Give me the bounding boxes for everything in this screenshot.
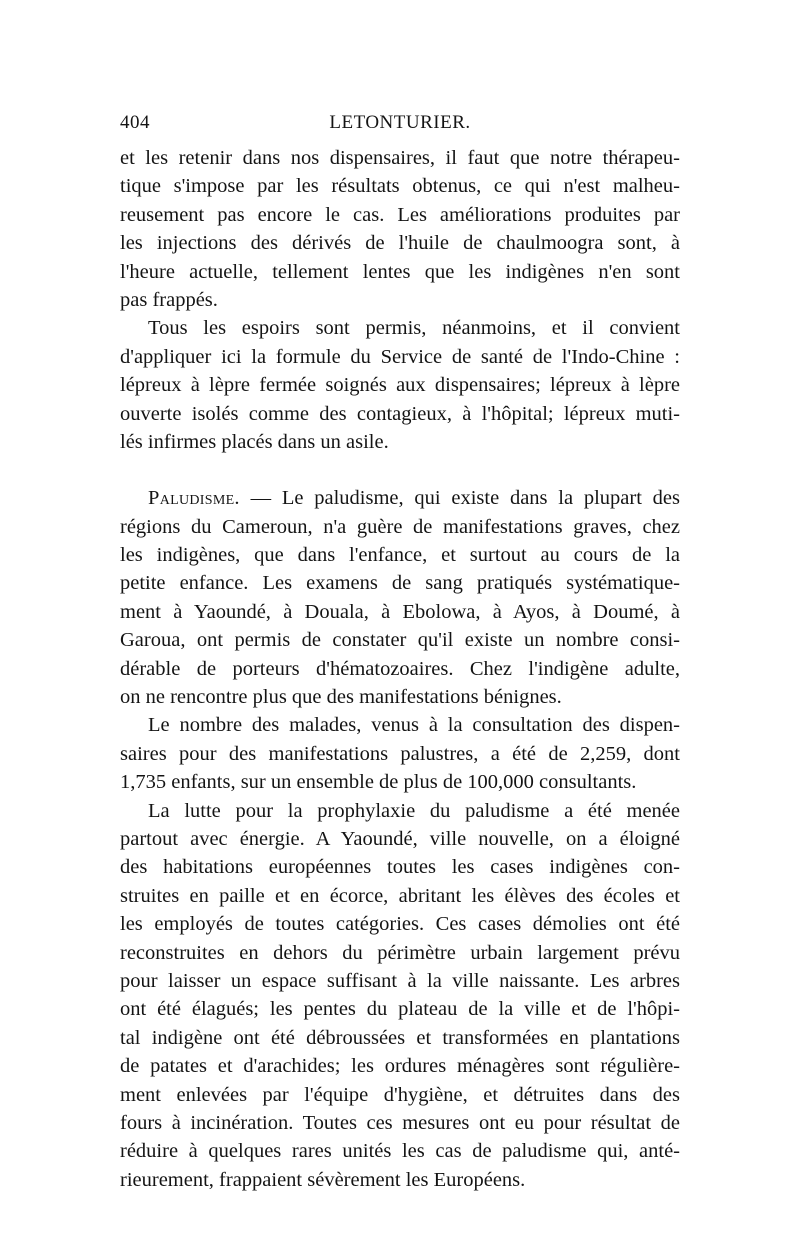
text-line: et les retenir dans nos dispensaires, il faut que notre thérapeu- <box>120 147 680 169</box>
paragraph-leprosy-therapy <box>120 144 680 314</box>
text-line: dérable de porteurs d'hématozoaires. Chez l'indigène adulte, <box>120 657 680 680</box>
text-line: fours à incinération. Toutes ces mesures ont eu pour résultat de <box>120 1111 680 1134</box>
text-line: La lutte pour la prophylaxie du paludisme a été menée <box>148 799 680 822</box>
paragraph-paludisme-intro <box>120 484 680 711</box>
text-line: tique s'impose par les résultats obtenus, ce qui n'est malheu- <box>120 175 680 198</box>
text-line: ment enlevées par l'équipe d'hygiène, et détruites dans des <box>120 1083 680 1106</box>
text-line: reusement pas encore le cas. Les améliorations produites par <box>120 203 680 226</box>
text-line: de patates et d'arachides; les ordures ménagères sont régulière- <box>120 1055 680 1078</box>
text-line: les injections des dérivés de l'huile de chaulmoogra sont, à <box>120 232 680 255</box>
text-line: rieurement, frappaient sévèrement les Européens. <box>120 1168 526 1191</box>
text-line: reconstruites en dehors du périmètre urbain largement prévu <box>120 941 680 964</box>
text-line: tal indigène ont été débroussées et transformées en plantations <box>120 1026 680 1049</box>
text-line: pour laisser un espace suffisant à la ville naissante. Les arbres <box>120 969 680 992</box>
text-line: des habitations européennes toutes les cases indigènes con- <box>120 856 680 879</box>
text-line: l'heure actuelle, tellement lentes que les indigènes n'en sont <box>120 260 680 283</box>
paragraph-prophylaxis <box>120 797 680 1194</box>
running-head <box>120 112 680 144</box>
text-line: les indigènes, que dans l'enfance, et surtout au cours de la <box>120 544 680 567</box>
text-line: lés infirmes placés dans un asile. <box>120 430 389 453</box>
text-line: ment à Yaoundé, à Douala, à Ebolowa, à Ayos, à Doumé, à <box>120 600 680 623</box>
text-line: struites en paille et en écorce, abritant les élèves des écoles et <box>120 884 680 907</box>
text-line: saires pour des manifestations palustres, a été de 2,259, dont <box>120 742 680 765</box>
text-line: lépreux à lèpre fermée soignés aux dispensaires; lépreux à lèpre <box>120 374 680 397</box>
text-line: partout avec énergie. A Yaoundé, ville nouvelle, on a éloigné <box>120 827 680 850</box>
section-heading: Paludisme. <box>148 487 240 510</box>
text-line: réduire à quelques rares unités les cas de paludisme qui, anté- <box>120 1140 680 1163</box>
text-line: petite enfance. Les examens de sang pratiqués systématique- <box>120 572 680 595</box>
section-first-line: — Le paludisme, qui existe dans la plupart des <box>239 487 680 510</box>
page-number: 404 <box>120 112 150 133</box>
text-line: pas frappés. <box>120 288 218 311</box>
text-line: on ne rencontre plus que des manifestations bénignes. <box>120 686 562 709</box>
text-line: les employés de toutes catégories. Ces cases démolies ont été <box>120 913 680 936</box>
text-line: ont été élagués; les pentes du plateau de la ville et de l'hôpi- <box>120 998 680 1021</box>
text-line: Tous les espoirs sont permis, néanmoins, et il convient <box>148 317 680 340</box>
text-line: régions du Cameroun, n'a guère de manifestations graves, chez <box>120 515 680 538</box>
text-line <box>120 484 680 512</box>
section-spacer <box>120 456 680 484</box>
paragraph-leprosy-formula <box>120 314 680 456</box>
text-line: ouverte isolés comme des contagieux, à l'hôpital; lépreux muti- <box>120 402 680 425</box>
running-title: LETONTURIER. <box>329 112 471 133</box>
text-line: 1,735 enfants, sur un ensemble de plus de 100,000 consultants. <box>120 771 637 794</box>
text-line: d'appliquer ici la formule du Service de santé de l'Indo-Chine : <box>120 345 680 368</box>
book-page <box>120 112 680 1194</box>
text-line: Le nombre des malades, venus à la consultation des dispen- <box>148 714 680 737</box>
text-line: Garoua, ont permis de constater qu'il existe un nombre consi- <box>120 629 680 652</box>
paragraph-patient-counts <box>120 711 680 796</box>
